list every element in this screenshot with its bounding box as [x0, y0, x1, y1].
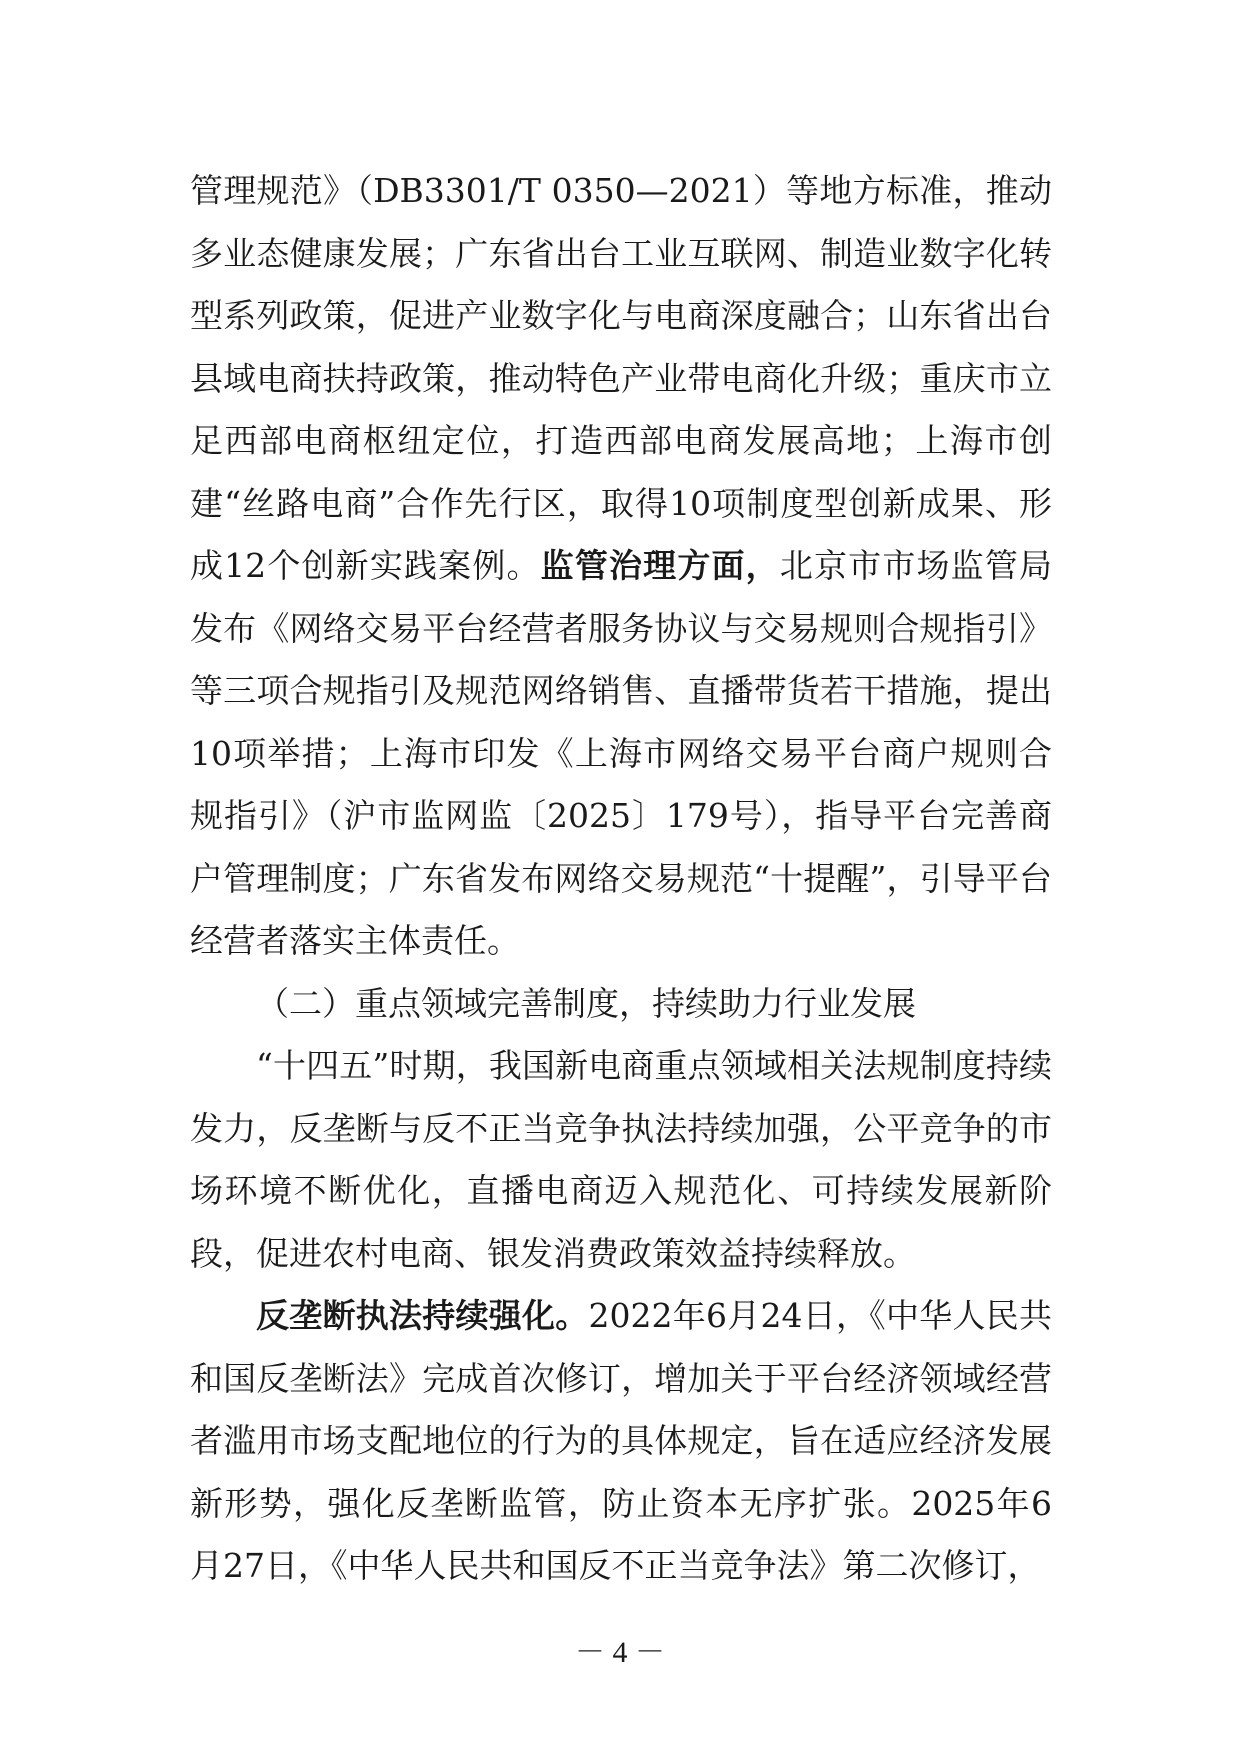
bold-lead-supervision: 监管治理方面， — [540, 546, 780, 585]
paragraph-overview: “十四五”时期，我国新电商重点领域相关法规制度持续发力，反垄断与反不正当竞争执法持续加强，公平竞争的市场环境不断优化，直播电商迈入规范化、可持续发展新阶段，促进农村电商、银发消费政策效益持续释放。 — [190, 1046, 1052, 1273]
bold-lead-antitrust: 反垄断执法持续强化。 — [256, 1296, 589, 1335]
paragraph-text: 2022年6月24日，《中华人民共和国反垄断法》完成首次修订，增加关于平台经济领域经营者滥用市场支配地位的行为的具体规定，旨在适应经济发展新形势，强化反垄断监管，防止资本无序扩张。2025年6月27日，《中华人民共和国反不正当竞争法》第二次修订， — [190, 1296, 1052, 1585]
paragraph-text: 北京市市场监管局发布《网络交易平台经营者服务协议与交易规则合规指引》等三项合规指引及规范网络销售、直播带货若干措施，提出10项举措；上海市印发《上海市网络交易平台商户规则合规指引》（沪市监网监〔2025〕179号），指导平台完善商户管理制度；广东省发布网络交易规范“十提醒”，引导平台经营者落实主体责任。 — [190, 546, 1053, 960]
document-body — [190, 160, 1052, 1598]
paragraph-regional-policy — [190, 160, 1052, 973]
paragraph-antitrust — [190, 1285, 1052, 1598]
page-number: － 4 － — [575, 1636, 665, 1669]
paragraph-text: 管理规范》（DB3301/T 0350—2021）等地方标准，推动多业态健康发展；广东省出台工业互联网、制造业数字化转型系列政策，促进产业数字化与电商深度融合；山东省出台县域电商扶持政策，推动特色产业带电商化升级；重庆市立足西部电商枢纽定位，打造西部电商发展高地；上海市创建“丝路电商”合作先行区，取得10项制度型创新成果、形成12个创新实践案例。 — [190, 171, 1052, 585]
section-heading: （二）重点领域完善制度，持续助力行业发展 — [256, 983, 916, 1023]
